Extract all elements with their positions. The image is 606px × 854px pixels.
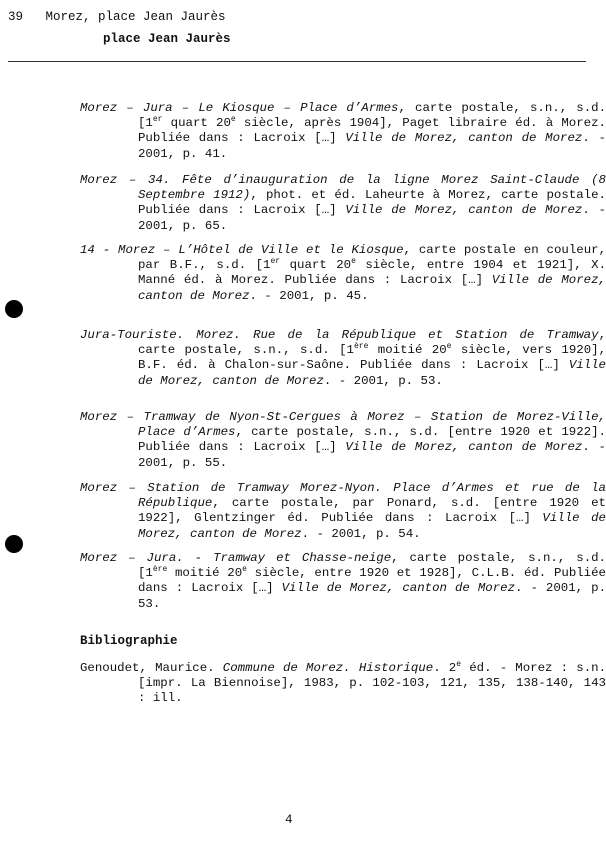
page-number: 4 (285, 813, 293, 827)
header-title: 39 Morez, place Jean Jaurès (8, 10, 226, 24)
entry-5: Morez – Tramway de Nyon-St-Cergues à Morez – Station de Morez-Ville, Place d’Armes, carte postale, s.n., s.d. [entre 1920 et 1922]. Publiée dans : Lacroix […] Ville de Morez, canton de Morez. - 2001, p. 55. (80, 410, 606, 470)
entry-3: 14 - Morez – L’Hôtel de Ville et le Kiosque, carte postale en couleur, par B.F., s.d. [1er quart 20e siècle, entre 1904 et 1921], X. Manné éd. à Morez. Publiée dans : Lacroix […] Ville de Morez, canton de Morez. - 2001, p. 45. (80, 243, 606, 303)
entry-1: Morez – Jura – Le Kiosque – Place d’Armes, carte postale, s.n., s.d. [1er quart 20e siècle, après 1904], Paget libraire éd. à Morez. Publiée dans : Lacroix […] Ville de Morez, canton de Morez. - 2001, p. 41. (80, 101, 606, 161)
hole-punch-mark (5, 300, 23, 318)
header-divider (8, 61, 586, 62)
hole-punch-mark (5, 535, 23, 553)
entry-7: Morez – Jura. - Tramway et Chasse-neige, carte postale, s.n., s.d. [1ère moitié 20e siècle, entre 1920 et 1928], C.L.B. éd. Publiée dans : Lacroix […] Ville de Morez, canton de Morez. - 2001, p. 53. (80, 551, 606, 611)
entry-6: Morez – Station de Tramway Morez-Nyon. Place d’Armes et rue de la République, carte postale, par Ponard, s.d. [entre 1920 et 1922], Glentzinger éd. Publiée dans : Lacroix […] Ville de Morez, canton de Morez. - 2001, p. 54. (80, 481, 606, 541)
bibliography-heading: Bibliographie (80, 634, 178, 648)
entry-2: Morez – 34. Fête d’inauguration de la ligne Morez Saint-Claude (8 Septembre 1912), phot. et éd. Laheurte à Morez, carte postale. Publiée dans : Lacroix […] Ville de Morez, canton de Morez. - 2001, p. 65. (80, 173, 606, 233)
entry-4: Jura-Touriste. Morez. Rue de la République et Station de Tramway, carte postale, s.n., s.d. [1ère moitié 20e siècle, vers 1920], B.F. éd. à Chalon-sur-Saône. Publiée dans : Lacroix […] Ville de Morez, canton de Morez. - 2001, p. 53. (80, 328, 606, 388)
bibliography-entry: Genoudet, Maurice. Commune de Morez. Historique. 2e éd. - Morez : s.n. [impr. La Biennoise], 1983, p. 102-103, 121, 135, 138-140, 143 : ill. (80, 659, 606, 706)
header-subtitle: place Jean Jaurès (103, 32, 231, 46)
